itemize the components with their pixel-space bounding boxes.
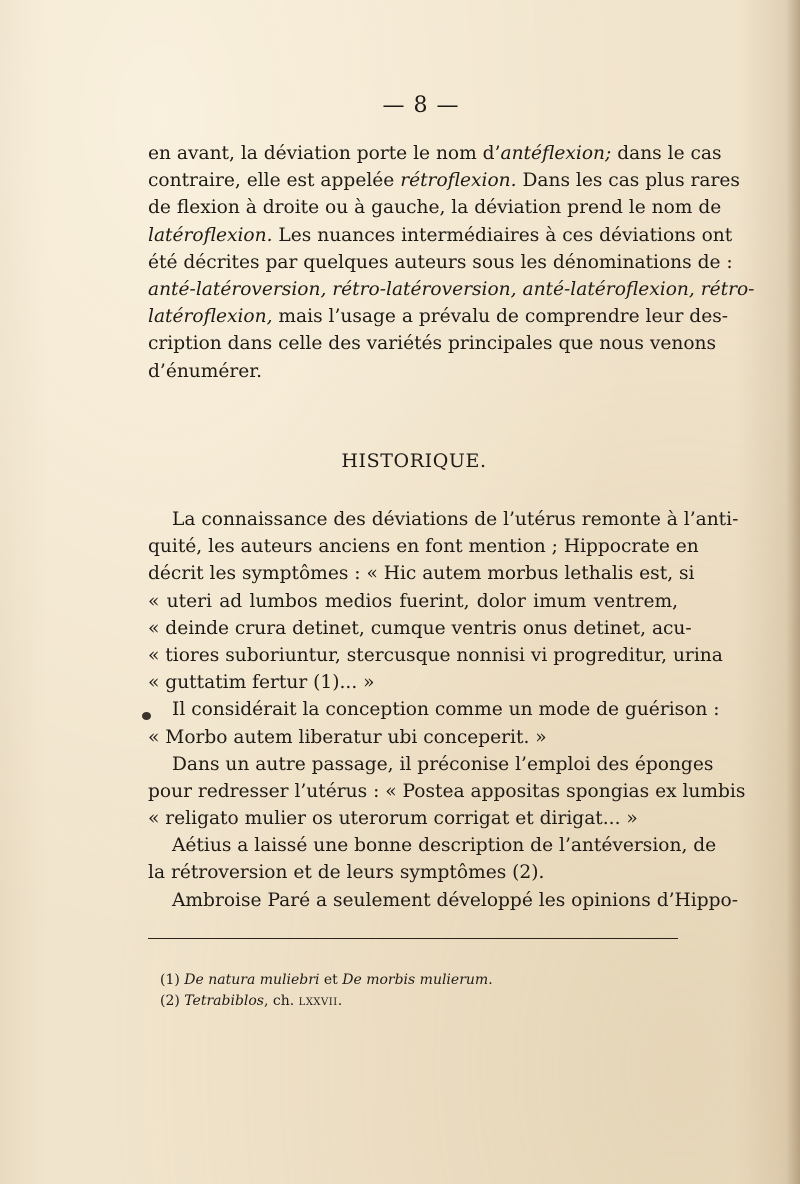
text-line	[148, 140, 722, 167]
footnote-text: , ch.	[264, 993, 299, 1009]
footnote-text: .	[337, 993, 343, 1009]
text-line	[148, 222, 733, 249]
text-line: Ambroise Paré a seulement développé les opinions d’Hippo-	[172, 889, 738, 911]
page-number: — 8 —	[382, 93, 460, 118]
text-line: Aétius a laissé une bonne description de l’antéversion, de	[172, 835, 717, 857]
footnote-rule	[148, 938, 678, 939]
text-line	[148, 303, 729, 330]
text-line: la rétroversion et de leurs symptômes (2).	[148, 862, 545, 884]
text-line: « guttatim fertur (1)... »	[148, 672, 375, 694]
text-line: « uteri ad lumbos medios fuerint, dolor imum ventrem,	[148, 590, 678, 612]
text-line	[148, 249, 733, 276]
page-edge-shadow	[786, 0, 800, 1184]
text-segment: en avant, la déviation porte le nom d’	[148, 143, 501, 164]
text-segment: mais l’usage a prévalu de comprendre leur des-	[272, 306, 729, 328]
footnote	[160, 991, 640, 1012]
footnote-number: (1)	[160, 972, 180, 988]
footnote-title: De morbis mulierum	[342, 972, 489, 988]
text-line	[148, 358, 678, 385]
text-line: pour redresser l’utérus : « Postea appositas spongias ex lumbis	[148, 780, 746, 802]
footnote-text: lxxvii	[298, 993, 338, 1009]
text-line	[148, 167, 740, 194]
italic-term: latéroflexion.	[148, 224, 273, 246]
text-line: « deinde crura detinet, cumque ventris onus detinet, acu-	[148, 617, 692, 639]
text-segment: Dans les cas plus rares	[516, 170, 740, 192]
footnotes	[160, 970, 640, 1012]
text-line	[148, 276, 755, 303]
text-segment: de flexion à droite ou à gauche, la déviation prend le nom de	[148, 197, 722, 219]
text-segment: d’énumérer.	[148, 360, 263, 382]
text-line: La connaissance des déviations de l’utérus remonte à l’anti-	[172, 509, 739, 530]
text-line: décrit les symptômes : « Hic autem morbus lethalis est, si	[148, 563, 695, 585]
italic-term: anté-latéroversion, rétro-latéroversion, anté-latéroflexion, rétro-	[148, 278, 755, 300]
text-line	[148, 330, 717, 357]
text-line: « religato mulier os uterorum corrigat et dirigat... »	[148, 808, 638, 830]
text-line: Dans un autre passage, il préconise l’emploi des éponges	[172, 753, 714, 775]
text-segment: dans le cas	[611, 143, 722, 164]
text-line: quité, les auteurs anciens en font mention ; Hippocrate en	[148, 536, 699, 558]
italic-term: latéroflexion,	[148, 306, 273, 328]
paragraph-historique	[148, 506, 746, 914]
footnote-title: De natura muliebri	[184, 972, 320, 988]
italic-term: rétroflexion.	[400, 170, 517, 192]
text-line: Il considérait la conception comme un mode de guérison :	[172, 699, 720, 721]
footnote-title: Tetrabiblos	[184, 993, 264, 1009]
text-line: « Morbo autem liberatur ubi conceperit. »	[148, 726, 547, 748]
text-segment: Les nuances intermédiaires à ces déviations ont	[272, 224, 733, 246]
paragraph-deviations	[148, 140, 755, 385]
text-segment: contraire, elle est appelée	[148, 170, 401, 192]
text-line: « tiores suboriuntur, stercusque nonnisi vi progreditur, urina	[148, 644, 723, 666]
footnote-text: et	[319, 972, 343, 988]
text-segment: été décrites par quelques auteurs sous les dénominations de :	[148, 251, 733, 273]
footnote-text: .	[488, 972, 493, 988]
footnote	[160, 970, 640, 991]
text-line	[148, 194, 722, 221]
italic-term: antéflexion;	[500, 143, 612, 164]
footnote-number: (2)	[160, 993, 180, 1009]
text-segment: cription dans celle des variétés principales que nous venons	[148, 333, 717, 355]
section-heading: HISTORIQUE.	[341, 450, 487, 472]
